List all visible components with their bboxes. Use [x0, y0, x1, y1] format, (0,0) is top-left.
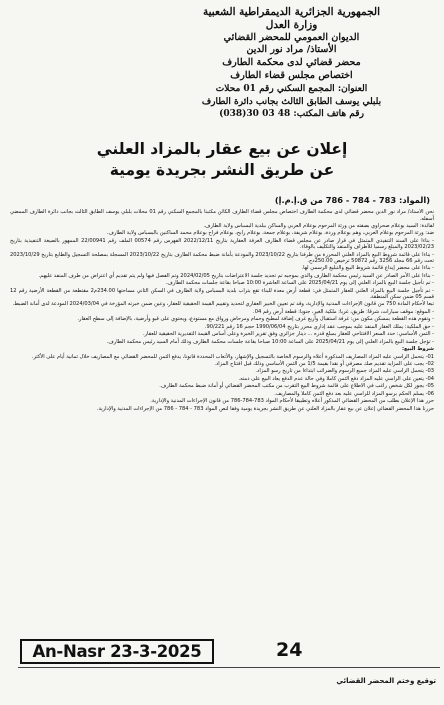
header-republic: الجمهورية الجزائرية الديمقراطية الشعبية [202, 6, 380, 18]
header-office: الديوان العمومي للمحضر القضائي [223, 31, 360, 43]
publication-box: An-Nasr 23-3-2025 [20, 639, 214, 664]
header-address: العنوان: المجمع السكني رقم 01 محلات [215, 83, 368, 94]
notice-body [8, 209, 436, 675]
body-paragraph: حررنا هذا المحضر القضائي إعلان عن بيع عقار بالمزاد العلني عن طريق النشر بجريدة يومية وفقا لنص المواد 783 - 784 - 786 من الإجراءات المدنية والإدارية. [96, 405, 434, 412]
page-number: 24 [276, 639, 303, 661]
body-paragraph: 04- يتعين على الراسي عليه المزاد دفع الثمن كاملا وفي حالة عدم الدفع يعاد البيع على ذمته. [238, 375, 434, 382]
body-paragraph: 02- يجب على المزايد تقديم صك مصرفي أو نقدا بقيمة 1/5 من الثمن الأساسي وذلك قبل افتتاح المزاد. [214, 360, 434, 367]
body-paragraph: - بناءا على السند التنفيذي المتمثل في قرار صادر عن مجلس قضاء الطارف الغرفة العقارية بتاريخ 2022/12/11 الفهرس رقم 00574 الملف رقم 22/00941 الممهور بالصيغة التنفيذية بتاريخ 2023/02/23 والمبلغ رسميا للأطراف والمنفذ والتكليف بالوفاء. [10, 237, 434, 251]
body-paragraph: - تم تأجيل جلسة البيع بالمزاد العلني للعقار المتمثل في: قطعة أرض معدة للبناء تقع بتراب بلدية البسباس ولاية الطارف في السكن الثاني مساحتها 234.00م2 مقتطعة من القطعة الأرضية رقم 12 قسم 05 ضمن سكن المنطقة. [10, 287, 434, 301]
header-phone: رقم هاتف المكتب: 48 03 30(038) [219, 109, 364, 120]
body-paragraph: - تم تأجيل جلسة البيع بالمزاد العلني إلى يوم 2025/04/21 على الساعة العاشرة 10:00 صباحا بقاعة جلسات محكمة الطارف. [165, 280, 434, 287]
body-paragraph: - الموقع: موقف سيارات، شرقا: طريق، غربا: ملكية الغير، جنوبا: قطعة أرض رقم 04. [253, 308, 434, 315]
notice-subtitle: عن طريق النشر بجريدة يومية [109, 161, 335, 180]
header-ministry: وزارة العدل [265, 18, 318, 31]
articles-reference: (المواد: 783 - 784 - 786 من ق.إ.م.إ) [274, 195, 430, 206]
body-paragraph: - تؤجل جلسة البيع بالمزاد العلني إلى يوم 2025/04/21 على الساعة 10:00 صباحا بقاعة جلسات محكمة الطارف وذلك أمام السيد رئيس محكمة الطارف. [106, 338, 434, 345]
header-jurisdiction: اختصاص مجلس قضاء الطارف [230, 69, 353, 81]
page-footer [4, 637, 440, 667]
footer-rule [18, 667, 440, 668]
body-paragraph: تبعا لأحكام المادة 750 من قانون الإجراءات المدنية والإدارية، وقد تم تعيين الخبير العقاري لتحديد وتقييم القيمة الحقيقية للعقار، وعين ضمن خبرته المؤرخة في 2024/03/04 المودعة لدى أمانة الضبط. [12, 301, 434, 308]
body-paragraph: - وتقوم هذه القطعة بمسكن مكون من: غرفة استقبال وأربع غرف إضافة لمطبخ وحمام ومرحاض ورواق مع مستودع، ويحتوي على قبو وأرضية، بالإضافة إلى سطح العقار. [77, 316, 434, 323]
signature-line: توقيع وختم المحضر القضائي [336, 677, 436, 686]
notice-title: إعلان عن بيع عقار بالمزاد العلني [96, 140, 348, 159]
body-paragraph: - بناءا على الأمر الصادر عن السيد رئيس محكمة الطارف والذي بموجبه تم تحديد جلسة الاعتراضات بتاريخ 2024/02/05 وتم الفصل فيها ولم يتم تقديم أي اعتراض من طرف المنفذ عليهم. [38, 272, 434, 279]
body-paragraph: لفائدة: السيد بوعلام صحراوي بصفته من ورثة المرحوم بوعلام العربي والساكن ببلدية البسباس ولاية الطارف. [203, 222, 434, 229]
body-paragraph: حرر هذا الإعلان بطلب من المحضر القضائي المذكور أعلاه وتطبيقا لأحكام المواد 783-784-786 من قانون الإجراءات المدنية والإدارية. [150, 398, 434, 405]
body-paragraph: 05- يجوز لكل شخص راغب في الاطلاع على قائمة شروط البيع التقرب من مكتب المحضر القضائي أو أمانة ضبط محكمة الطارف. [159, 383, 434, 390]
body-paragraph: 01- يتحمل الراسي عليه المزاد المصاريف المذكورة أعلاه والرسوم الخاصة بالتسجيل والإشهار، والأتعاب المحددة قانونا، يدفع الثمن للمحضر القضائي مع المصاريف خلال ثمانية أيام على الأكثر. [31, 353, 434, 360]
body-paragraph: ضد: ورثة المرحوم بوعلام العربي، وهم بوعلام وردة، بوعلام شريفة، بوعلام جمعة، بوعلام رابح، بوعلام فراح بوعلام محمد الساكنين بالبسباس ولاية الطارف. [106, 230, 434, 237]
body-paragraph: - حق الملكية: يملك العقار المنفذ عليه بموجب عقد إداري محرر بتاريخ 1990/06/04 حجم 16 رقم 90/221. [204, 323, 434, 330]
body-paragraph: 06- يسلم الحكم برسو المزاد للراسي عليه بعد دفع الثمن كاملا والمصاريف. [274, 390, 434, 397]
header-court: محضر قضائي لدى محكمة الطارف [222, 57, 361, 69]
header-address-2: بلبلي يوسف الطابق الثالث بجانب دائرة الطارف [201, 96, 382, 107]
header-bailiff-name: الأستاذ/ مراد نور الدين [246, 44, 337, 56]
body-paragraph: - الثمن الأساسي: حدد السعر الافتتاحي للعقار بمبلغ قدره ... دينار جزائري وفق تقرير الخبرة وعلى أساس القيمة التقديرية الحقيقية للعقار. [142, 331, 434, 338]
office-header [159, 6, 424, 121]
body-paragraph: نحن الأستاذ/ مراد نور الدين محضر قضائي لدى محكمة الطارف اختصاص مجلس قضاء الطارف الكائن مكتبنا بالمجمع السكني رقم 01 محلات بلبلي يوسف الطابق الثالث بجانب دائرة الطارف الممضي أسفله. [10, 209, 434, 222]
body-paragraph: 03- يتحمل الراسي عليه المزاد جميع الرسوم والضرائب ابتداءا من تاريخ رسو المزاد. [255, 368, 434, 375]
body-paragraph: - بناءا على قائمة شروط البيع بالمزاد العلني المحررة من طرفنا بتاريخ 2023/10/22 والمودعة بأمانة ضبط محكمة الطارف بتاريخ 2023/10/22 المسجلة بمصلحة التسجيل والطابع بتاريخ 2023/10/29 تحت رقم 66 مجلد 3256 رقم 50872 ترخيص 250.00دج. [10, 251, 434, 264]
body-paragraph: - بناءا على محضر إيداع قائمة شروط البيع والتبليغ الرسمي لها. [301, 265, 434, 272]
body-paragraph: شروط البيع: [401, 346, 434, 353]
